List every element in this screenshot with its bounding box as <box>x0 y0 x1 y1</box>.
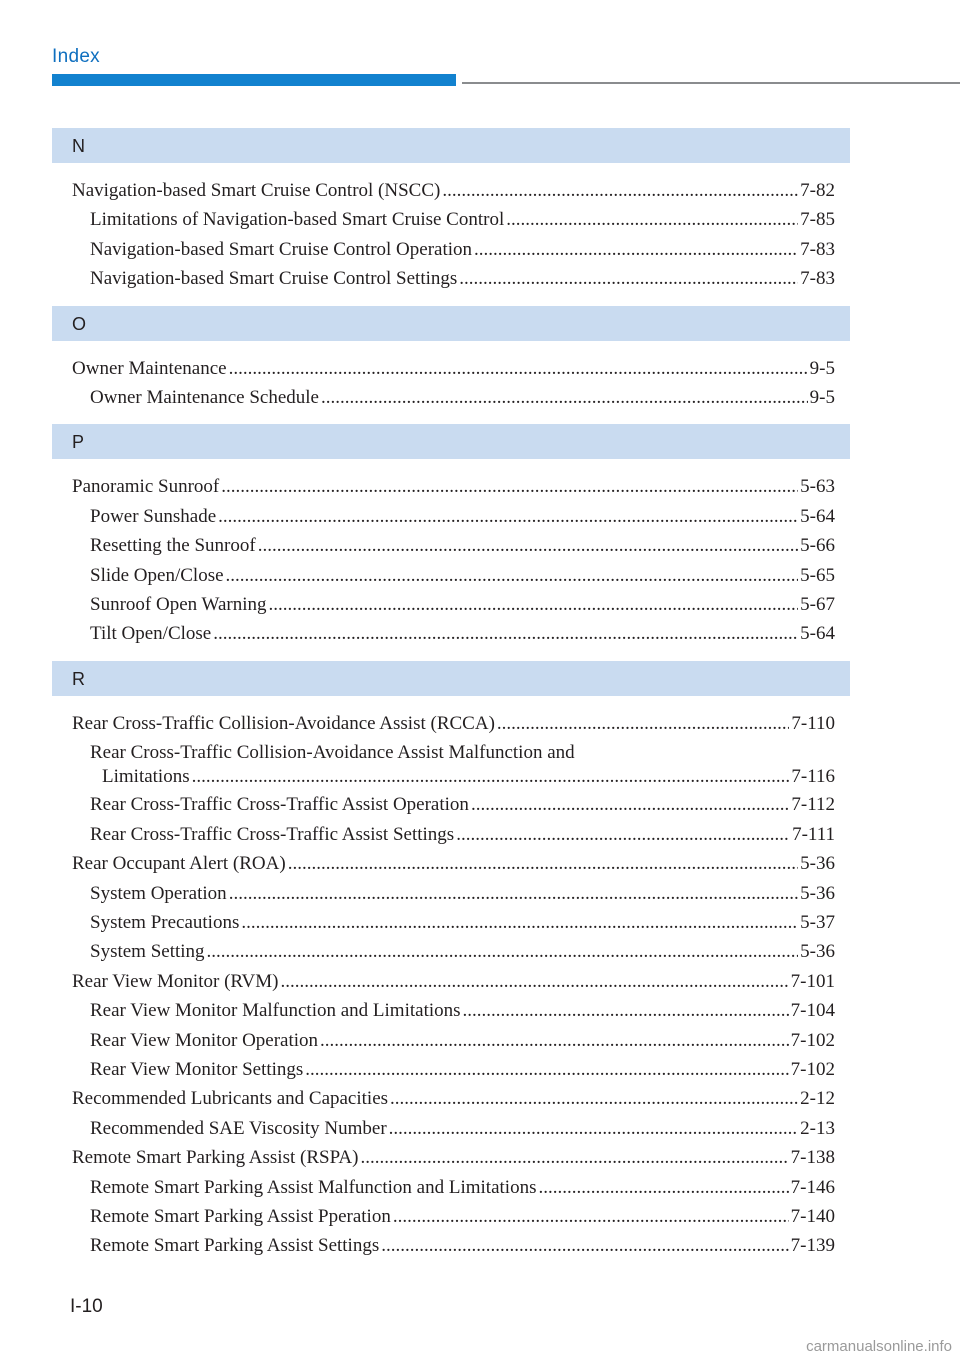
entry-title: Remote Smart Parking Assist Pperation <box>90 1205 391 1227</box>
entry-title: Sunroof Open Warning <box>90 594 267 616</box>
entry-title: Rear View Monitor Operation <box>90 1029 319 1051</box>
index-entry[interactable] <box>52 1084 850 1113</box>
leader-dots <box>258 531 798 560</box>
leader-dots <box>213 619 798 648</box>
section-letter-p: P <box>52 424 850 459</box>
entry-page: 7-85 <box>800 209 835 231</box>
entry-page: 7-146 <box>790 1176 835 1198</box>
entry-title: Remote Smart Parking Assist Settings <box>90 1235 380 1257</box>
entry-title: Recommended Lubricants and Capacities <box>72 1088 389 1110</box>
leader-dots <box>229 354 808 383</box>
entry-title: Rear View Monitor Settings <box>90 1058 304 1080</box>
index-subentry[interactable] <box>52 1202 850 1231</box>
index-subentry[interactable] <box>52 1114 850 1143</box>
leader-dots <box>442 176 798 205</box>
index-entry[interactable] <box>52 967 850 996</box>
entry-page: 7-110 <box>791 712 835 734</box>
index-subentry[interactable] <box>52 1026 850 1055</box>
entry-page: 7-102 <box>790 1058 835 1080</box>
leader-dots <box>268 590 798 619</box>
entry-page: 5-66 <box>800 535 835 557</box>
index-entry[interactable] <box>52 176 850 205</box>
index-content <box>52 128 850 1261</box>
index-subentry[interactable] <box>52 235 850 264</box>
entry-page: 9-5 <box>809 387 835 409</box>
leader-dots <box>360 1143 788 1172</box>
index-entry[interactable] <box>52 354 850 383</box>
index-subentry[interactable] <box>52 264 850 293</box>
entry-page: 5-64 <box>800 505 835 527</box>
index-subentry[interactable] <box>52 908 850 937</box>
header-accent-bar <box>52 74 456 86</box>
index-subentry[interactable] <box>52 879 850 908</box>
entry-title: Rear Cross-Traffic Collision-Avoidance Assist (RCCA) <box>72 712 495 734</box>
entry-page: 7-140 <box>790 1205 835 1227</box>
entry-title: System Operation <box>90 882 227 904</box>
entry-page: 5-67 <box>800 594 835 616</box>
leader-dots <box>192 764 790 790</box>
entry-title: Navigation-based Smart Cruise Control (NSCC) <box>72 180 441 201</box>
entry-page: 7-139 <box>790 1235 835 1257</box>
section-letter-n: N <box>52 128 850 163</box>
index-subentry[interactable] <box>52 996 850 1025</box>
entry-page: 5-63 <box>800 476 835 498</box>
entry-page: 7-82 <box>800 180 835 201</box>
entry-title: Power Sunshade <box>90 505 217 527</box>
entry-page: 5-64 <box>800 623 835 645</box>
page-section-title: Index <box>52 46 100 67</box>
index-subentry[interactable] <box>52 561 850 590</box>
index-subentry[interactable] <box>52 531 850 560</box>
leader-dots <box>497 709 789 738</box>
header-divider <box>462 82 960 84</box>
index-subentry[interactable] <box>52 1173 850 1202</box>
index-subentry[interactable] <box>52 937 850 966</box>
leader-dots <box>381 1231 788 1260</box>
index-section-o <box>52 306 850 413</box>
leader-dots <box>393 1202 789 1231</box>
leader-dots <box>389 1114 799 1143</box>
leader-dots <box>456 820 790 849</box>
leader-dots <box>390 1084 798 1113</box>
index-subentry[interactable] <box>52 205 850 234</box>
entry-title: Owner Maintenance Schedule <box>90 387 319 409</box>
index-entry[interactable] <box>52 849 850 878</box>
leader-dots <box>474 235 798 264</box>
entry-page: 5-36 <box>800 882 835 904</box>
leader-dots <box>506 205 798 234</box>
entry-title: Resetting the Sunroof <box>90 535 256 557</box>
leader-dots <box>320 1026 789 1055</box>
entry-title: Owner Maintenance <box>72 357 227 379</box>
entry-page: 7-138 <box>790 1147 835 1169</box>
leader-dots <box>459 264 798 293</box>
entry-page: 7-101 <box>790 970 835 992</box>
leader-dots <box>288 849 798 878</box>
entry-title: Panoramic Sunroof <box>72 476 220 498</box>
leader-dots <box>463 996 789 1025</box>
entry-page: 2-12 <box>800 1088 835 1110</box>
entry-title: Remote Smart Parking Assist (RSPA) <box>72 1147 359 1169</box>
index-section-r <box>52 661 850 1261</box>
entry-title: System Setting <box>90 941 205 963</box>
entry-title: Rear View Monitor Malfunction and Limitations <box>90 1000 461 1022</box>
entry-title: Tilt Open/Close <box>90 623 212 645</box>
index-subentry[interactable] <box>52 383 850 412</box>
index-section-n <box>52 128 850 294</box>
entry-title: Rear Cross-Traffic Collision-Avoidance Assist Malfunction and <box>90 742 575 764</box>
entry-title: Remote Smart Parking Assist Malfunction and Limitations <box>90 1176 537 1198</box>
leader-dots <box>281 967 789 996</box>
entry-page: 9-5 <box>809 357 835 379</box>
entry-title: Rear View Monitor (RVM) <box>72 970 279 992</box>
entry-title: Navigation-based Smart Cruise Control Settings <box>90 268 458 290</box>
leader-dots <box>218 502 798 531</box>
leader-dots <box>221 472 798 501</box>
entry-page: 2-13 <box>800 1117 835 1139</box>
index-subentry[interactable] <box>52 1231 850 1260</box>
entry-page: 7-116 <box>791 766 835 788</box>
leader-dots <box>207 937 799 966</box>
entry-title-continued: Limitations <box>102 766 190 788</box>
leader-dots <box>305 1055 788 1084</box>
section-letter-r: R <box>52 661 850 696</box>
index-subentry[interactable] <box>52 790 850 819</box>
entry-title: Limitations of Navigation-based Smart Cruise Control <box>90 209 505 231</box>
entry-title: Slide Open/Close <box>90 564 224 586</box>
index-subentry[interactable] <box>52 502 850 531</box>
page-number: I-10 <box>70 1296 103 1317</box>
entry-page: 7-83 <box>800 238 835 260</box>
entry-page: 7-104 <box>790 1000 835 1022</box>
index-subentry[interactable] <box>52 619 850 648</box>
index-subentry[interactable] <box>52 820 850 849</box>
leader-dots <box>538 1173 788 1202</box>
leader-dots <box>471 790 789 819</box>
entry-page: 5-36 <box>800 941 835 963</box>
index-subentry[interactable] <box>52 590 850 619</box>
entry-page: 7-102 <box>790 1029 835 1051</box>
entry-title: Navigation-based Smart Cruise Control Operation <box>90 238 473 260</box>
entry-page: 7-112 <box>791 794 835 816</box>
leader-dots <box>321 383 808 412</box>
leader-dots <box>241 908 798 937</box>
entry-title: Rear Cross-Traffic Cross-Traffic Assist Operation <box>90 794 469 816</box>
index-section-p <box>52 424 850 648</box>
index-entry[interactable] <box>52 1143 850 1172</box>
index-subentry[interactable] <box>52 1055 850 1084</box>
entry-page: 5-65 <box>800 564 835 586</box>
entry-title: System Precautions <box>90 911 240 933</box>
watermark: carmanualsonline.info <box>806 1338 952 1355</box>
entry-page: 7-83 <box>800 268 835 290</box>
index-entry[interactable] <box>52 472 850 501</box>
leader-dots <box>226 561 799 590</box>
entry-title: Rear Cross-Traffic Cross-Traffic Assist Settings <box>90 823 455 845</box>
index-subentry[interactable] <box>52 742 850 790</box>
entry-title: Recommended SAE Viscosity Number <box>90 1117 387 1139</box>
section-letter-o: O <box>52 306 850 341</box>
entry-title: Rear Occupant Alert (ROA) <box>72 853 286 875</box>
index-entry[interactable] <box>52 709 850 738</box>
entry-page: 5-36 <box>800 853 835 875</box>
entry-page: 7-111 <box>792 823 835 845</box>
entry-page: 5-37 <box>800 911 835 933</box>
leader-dots <box>229 879 798 908</box>
